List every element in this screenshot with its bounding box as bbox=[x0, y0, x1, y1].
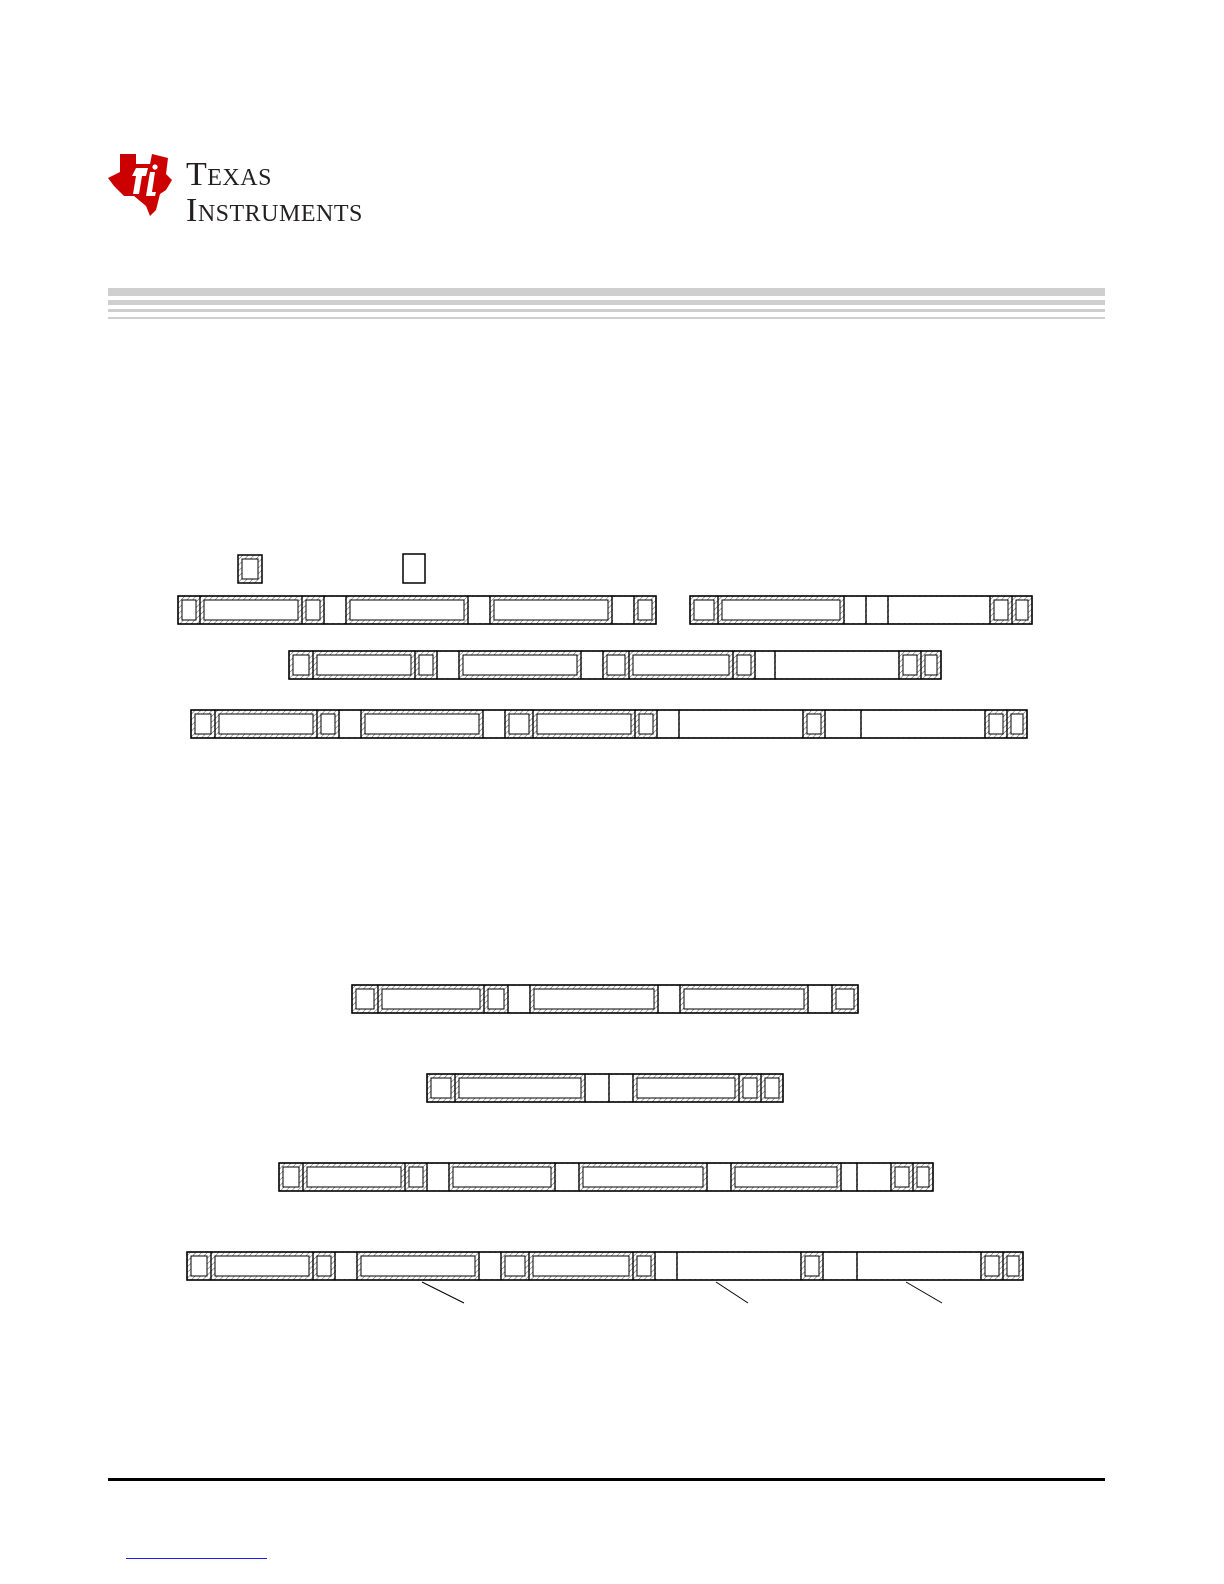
bottom-row4-field bbox=[533, 1256, 629, 1276]
top-row1a-field bbox=[306, 600, 320, 620]
top-row3-blank bbox=[484, 711, 504, 737]
bottom-row2-field bbox=[743, 1078, 757, 1098]
bottom-row4-blank bbox=[858, 1253, 980, 1279]
bottom-row4-field bbox=[215, 1256, 309, 1276]
top-row3-field bbox=[321, 714, 335, 734]
bottom-row1-field bbox=[836, 989, 854, 1009]
bottom-row4-field bbox=[1007, 1256, 1019, 1276]
callout-line bbox=[906, 1282, 942, 1303]
bottom-row4-blank bbox=[656, 1253, 676, 1279]
top-row2-field bbox=[607, 655, 625, 675]
top-row2-field bbox=[293, 655, 309, 675]
top-row1b-blank bbox=[889, 597, 989, 623]
bottom-row3-blank bbox=[842, 1164, 856, 1190]
bottom-row3-field bbox=[917, 1167, 929, 1187]
bottom-row4-field bbox=[637, 1256, 651, 1276]
top-row1a-blank bbox=[469, 597, 489, 623]
bottom-row4-blank bbox=[824, 1253, 856, 1279]
top-row3-field bbox=[989, 714, 1003, 734]
top-row1a-blank bbox=[613, 597, 633, 623]
top-row2-blank bbox=[582, 652, 602, 678]
bottom-row4-field bbox=[805, 1256, 819, 1276]
bottom-row1-field bbox=[534, 989, 654, 1009]
top-row3-field bbox=[1011, 714, 1023, 734]
top-row1a-field bbox=[350, 600, 464, 620]
bottom-row3-field bbox=[735, 1167, 837, 1187]
bottom-row4-blank bbox=[336, 1253, 356, 1279]
bottom-row1-field bbox=[382, 989, 480, 1009]
top-row3-blank bbox=[680, 711, 802, 737]
bottom-row2-field bbox=[765, 1078, 779, 1098]
top-row3-field bbox=[195, 714, 211, 734]
bottom-row1-blank bbox=[509, 986, 529, 1012]
logo-line2: Instruments bbox=[186, 192, 363, 229]
top-row2-blank bbox=[438, 652, 458, 678]
callout-line bbox=[422, 1282, 464, 1303]
top-row3-field bbox=[639, 714, 653, 734]
top-row1a-field bbox=[638, 600, 652, 620]
top-row2-field bbox=[903, 655, 917, 675]
legend-hatched-inner bbox=[242, 559, 258, 579]
top-row3-field bbox=[365, 714, 479, 734]
bottom-row1-field bbox=[488, 989, 504, 1009]
bottom-row2-field bbox=[431, 1078, 451, 1098]
top-row3-field bbox=[807, 714, 821, 734]
bottom-row3-field bbox=[283, 1167, 299, 1187]
logo-line1: Texas bbox=[186, 156, 272, 193]
bottom-row4-field bbox=[985, 1256, 999, 1276]
top-row3-field bbox=[537, 714, 631, 734]
top-row3-blank bbox=[658, 711, 678, 737]
bottom-row4-blank bbox=[678, 1253, 800, 1279]
top-row3-field bbox=[509, 714, 529, 734]
bottom-row3-blank bbox=[708, 1164, 730, 1190]
bottom-row2-blank bbox=[586, 1075, 608, 1101]
bottom-row4-field bbox=[191, 1256, 207, 1276]
top-row1a-field bbox=[494, 600, 608, 620]
top-row3-blank bbox=[340, 711, 360, 737]
top-row1b-blank bbox=[867, 597, 887, 623]
bottom-row2-blank bbox=[610, 1075, 632, 1101]
top-row1a-blank bbox=[325, 597, 345, 623]
bottom-row3-field bbox=[409, 1167, 423, 1187]
footer-link-underline[interactable] bbox=[126, 1558, 267, 1559]
top-row1b-field bbox=[1016, 600, 1028, 620]
bottom-row1-field bbox=[684, 989, 804, 1009]
top-row2-field bbox=[925, 655, 937, 675]
callout-line bbox=[716, 1282, 748, 1303]
bottom-row1-blank bbox=[659, 986, 679, 1012]
bottom-row4-blank bbox=[480, 1253, 500, 1279]
top-row2-field bbox=[419, 655, 433, 675]
top-row1b-blank bbox=[845, 597, 865, 623]
bottom-row3-blank bbox=[858, 1164, 890, 1190]
bottom-row1-blank bbox=[809, 986, 831, 1012]
top-row1a-field bbox=[204, 600, 298, 620]
top-row3-blank bbox=[826, 711, 860, 737]
bottom-row4-field bbox=[361, 1256, 475, 1276]
bottom-row2-field bbox=[637, 1078, 735, 1098]
top-row2-field bbox=[463, 655, 577, 675]
top-row1b-field bbox=[994, 600, 1008, 620]
top-row1b-field bbox=[694, 600, 714, 620]
bottom-row3-blank bbox=[556, 1164, 578, 1190]
bottom-row3-blank bbox=[428, 1164, 448, 1190]
diagram-rows bbox=[178, 554, 1032, 1303]
bottom-row4-field bbox=[317, 1256, 331, 1276]
bottom-row3-field bbox=[895, 1167, 909, 1187]
legend-plain-box bbox=[403, 554, 425, 583]
bottom-row4-field bbox=[505, 1256, 525, 1276]
bottom-row1-field bbox=[356, 989, 374, 1009]
top-row2-field bbox=[317, 655, 411, 675]
bottom-row2-field bbox=[459, 1078, 581, 1098]
top-row1b-field bbox=[722, 600, 840, 620]
bottom-row3-field bbox=[453, 1167, 551, 1187]
top-row2-blank bbox=[756, 652, 774, 678]
footer-rule bbox=[108, 1478, 1105, 1481]
top-row3-field bbox=[219, 714, 313, 734]
top-row1a-field bbox=[182, 600, 196, 620]
top-row2-field bbox=[633, 655, 729, 675]
top-row2-blank bbox=[776, 652, 898, 678]
bottom-row3-field bbox=[583, 1167, 703, 1187]
top-row2-field bbox=[737, 655, 751, 675]
bottom-row3-field bbox=[307, 1167, 401, 1187]
top-row3-blank bbox=[862, 711, 984, 737]
